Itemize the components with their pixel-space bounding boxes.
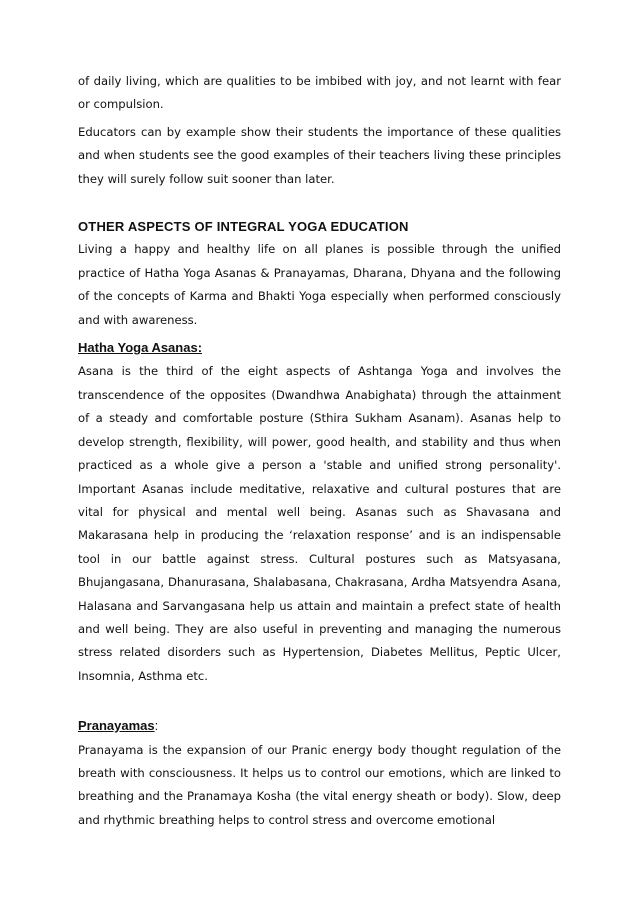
pranayamas-heading-wrapper <box>78 714 561 738</box>
section-heading-other-aspects <box>78 215 561 238</box>
document-page <box>78 70 561 832</box>
pranayamas-heading: Pranayamas <box>78 718 155 734</box>
asanas-heading: Hatha Yoga Asanas: <box>78 340 203 356</box>
section-heading-text: OTHER ASPECTS OF INTEGRAL YOGA EDUCATION <box>78 219 409 235</box>
pranayamas-paragraph: Pranayama is the expansion of our Pranic energy body thought regulation of the breath with consciousness. It helps us to control our emotions, which are linked to breathing and the Pranamaya Kosha (the vital energy sheath or body). Slow, deep and rhythmic breathing helps to control stress and overcome emotional <box>78 742 561 827</box>
asanas-paragraph: Asana is the third of the eight aspects of Ashtanga Yoga and involves the transcendence of the opposites (Dwandhwa Anabighata) through the attainment of a steady and comfortable posture (Sthira Sukham Asanam). Asanas help to develop strength, flexibility, will power, good health, and stability and thus when practiced as a whole give a person a 'stable and unified strong personality'. Important Asanas include meditative, relaxative and cultural postures that are vital for physical and mental well being. Asanas such as Shavasana and Makarasana help in producing the ‘relaxation response’ and is an indispensable tool in our battle against stress. Cultural postures such as Matsyasana, Bhujangasana, Dhanurasana, Shalabasana, Chakrasana, Ardha Matsyendra Asana, Halasana and Sarvangasana help us attain and maintain a prefect state of health and well being. They are also useful in preventing and managing the numerous stress related disorders such as Hypertension, Diabetes Mellitus, Peptic Ulcer, Insomnia, Asthma etc. <box>78 364 561 683</box>
intro-paragraph-educators: Educators can by example show their students the importance of these qualities and when students see the good examples of their teachers living these principles they will surely follow suit sooner than later. <box>78 124 561 186</box>
intro-paragraph-continuation: of daily living, which are qualities to be imbibed with joy, and not learnt with fear or compulsion. <box>78 74 561 112</box>
pranayamas-heading-colon: : <box>154 718 159 734</box>
section-paragraph-unified-practice: Living a happy and healthy life on all planes is possible through the unified practice of Hatha Yoga Asanas & Pranayamas, Dharana, Dhyana and the following of the concepts of Karma and Bhakti Yoga especially when performed consciously and with awareness. <box>78 242 561 327</box>
asanas-heading-wrapper <box>78 336 561 360</box>
